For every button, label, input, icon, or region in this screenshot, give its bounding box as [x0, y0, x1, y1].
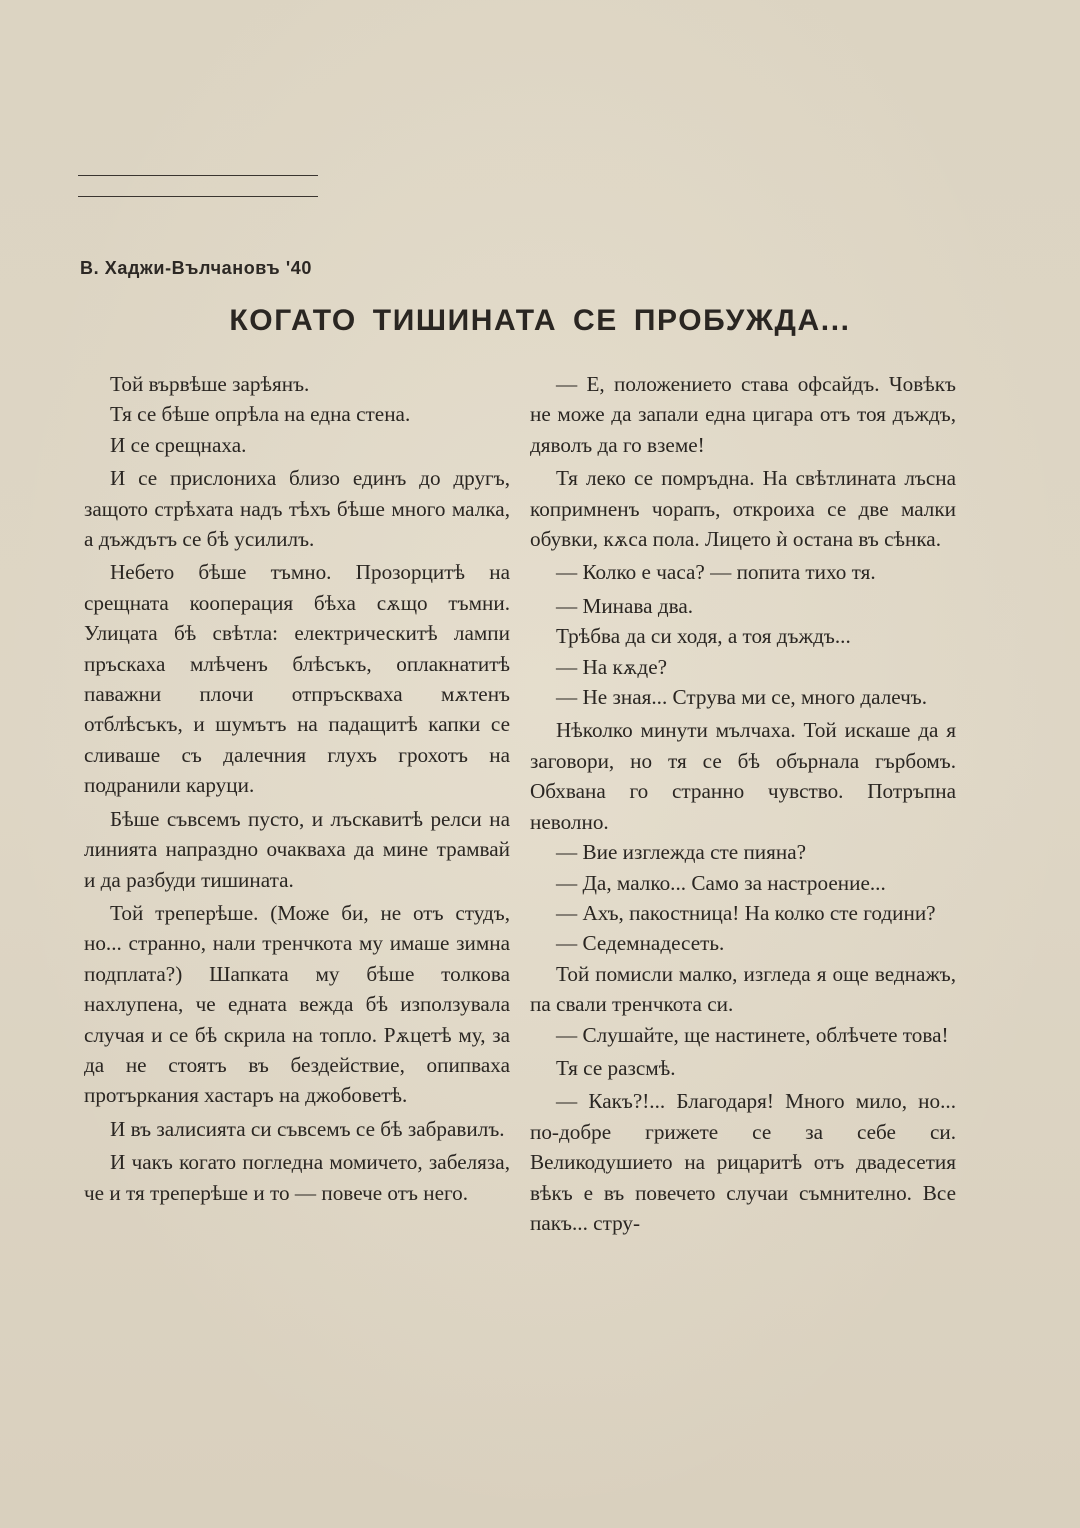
paragraph: Тя се разсмѣ. — [556, 1055, 676, 1080]
decorative-rule-bottom — [78, 196, 318, 197]
paragraph: — Колко е часа? — попита тихо тя. — [556, 560, 876, 585]
paragraph: — Вие изглежда сте пияна? — [556, 840, 807, 865]
author-byline: В. Хаджи-Вълчановъ '40 — [80, 258, 312, 278]
decorative-rule-top — [78, 175, 318, 176]
paragraph: — Е, положението става офсайдъ. Човѣкъ не може да запали една цигара отъ тоя дъждъ, дяволъ да го вземе! — [530, 372, 956, 457]
paragraph: Бѣше съвсемъ пусто, и лъскавитѣ релси на линията напраздно очакваха да мине трамвай и да разбуди тишината. — [84, 806, 510, 892]
paragraph: — Ахъ, пакостница! На колко сте години? — [556, 900, 936, 925]
paragraph: — Да, малко... Само за настроение... — [556, 870, 886, 895]
paragraph: — Не зная... Струва ми се, много далечъ. — [556, 685, 928, 710]
paragraph: И чакъ когато погледна момичето, забеляза, че и тя треперѣше и то — повече отъ него. — [84, 1150, 510, 1205]
paragraph: Тя се бѣше опрѣла на една стена. — [110, 402, 411, 427]
paragraph: Тя леко се помръдна. На свѣтлината лъсна копримненъ чорапъ, откроиха се две малки обувки, кѫса пола. Лицето ѝ остана въ сѣнка. — [530, 466, 956, 552]
paragraph: И се прислониха близо единъ до другъ, защото стрѣхата надъ тѣхъ бѣше много малка, а дъждътъ се бѣ усилилъ. — [84, 466, 510, 552]
left-column — [84, 369, 510, 1208]
paragraph: Нѣколко минути мълчаха. Той искаше да я заговори, но тя се бѣ обърнала гърбомъ. Обхвана го странно чувство. Потръпна неволно. — [530, 718, 956, 834]
paragraph: Небето бѣше тъмно. Прозорцитѣ на срещната кооперация бѣха сѫщо тъмни. Улицата бѣ свѣтла: електрическитѣ лампи пръскаха млѣченъ блѣсъкъ, оплакнатитѣ паважни плочи отпръскваха мѫтенъ отблѣсъкъ, и шумътъ на падащитѣ капки се сливаше съ далечния глухъ грохотъ на подранили каруци. — [84, 560, 510, 798]
paragraph: И се срещнаха. — [110, 432, 247, 457]
paragraph: — Слушайте, ще настинете, облѣчете това! — [556, 1022, 949, 1047]
right-column — [530, 369, 956, 1238]
story-title: КОГАТО ТИШИНАТА СЕ ПРОБУЖДА... — [229, 304, 851, 337]
paragraph: Той помисли малко, изгледа я още веднажъ, па свали тренчкота си. — [530, 961, 956, 1017]
paragraph: И въ залисията си съвсемъ се бѣ забравилъ. — [110, 1116, 505, 1141]
paragraph: Той треперѣше. (Може би, не отъ студъ, но... странно, нали тренчкота му имаше зимна подплата?) Шапката му бѣше толкова нахлупена, че едната вежда бѣ използувала случая и се бѣ скрила на топло. Рѫцетѣ му, за да не стоятъ въ бездействие, опипваха протъркания хастаръ на джобоветѣ. — [84, 900, 510, 1108]
paragraph: — Какъ?!... Благодаря! Много мило, но... по-добре грижете се за себе си. Великодушието на рицаритѣ отъ двадесетия вѣкъ е въ повечето случаи съмнително. Все пакъ... стру- — [530, 1089, 956, 1235]
paragraph: — Седемнадесеть. — [556, 931, 725, 956]
paragraph: — Минава два. — [556, 593, 694, 618]
paragraph: Той вървѣше зарѣянъ. — [110, 372, 310, 396]
paragraph: Трѣбва да си ходя, а тоя дъждъ... — [556, 624, 851, 649]
paragraph: — На кѫде? — [556, 654, 668, 679]
